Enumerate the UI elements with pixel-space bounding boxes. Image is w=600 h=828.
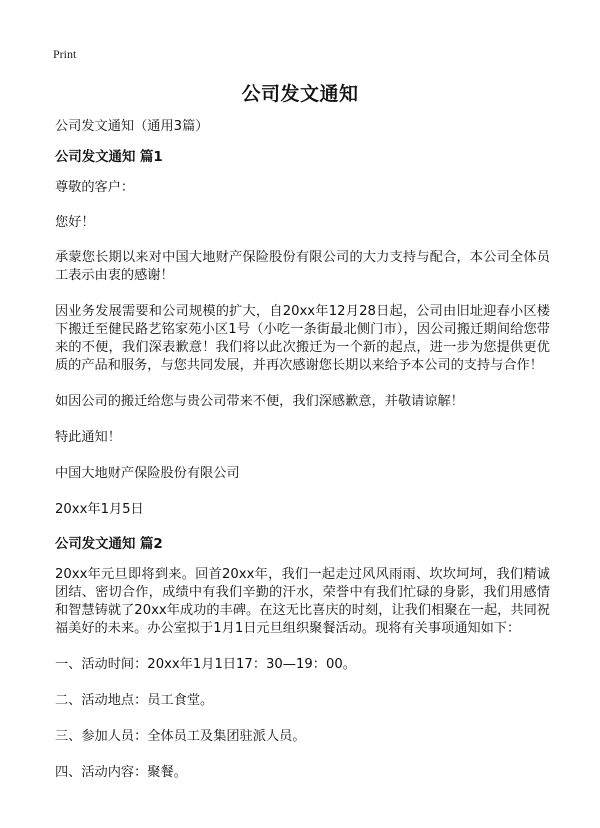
section-1-paragraph-3: 如因公司的搬迁给您与贵公司带来不便，我们深感歉意，并敬请谅解！: [55, 394, 464, 409]
section-2-item-4: 四、活动内容：聚餐。: [55, 765, 187, 780]
section-2-item-2: 二、活动地点：员工食堂。: [55, 693, 214, 708]
section-2-item-3: 三、参加人员：全体员工及集团驻派人员。: [55, 729, 306, 744]
document-subtitle: 公司发文通知（通用3篇）: [55, 119, 209, 134]
document-body: [55, 118, 550, 800]
section-1-date: 20xx年1月5日: [55, 502, 144, 517]
section-2-heading: 公司发文通知 篇2: [55, 537, 163, 552]
section-1-heading: 公司发文通知 篇1: [55, 150, 163, 165]
print-link[interactable]: Print: [53, 47, 77, 61]
section-1-paragraph-4: 特此通知！: [55, 430, 121, 445]
document-title: 公司发文通知: [241, 83, 359, 105]
section-1-signature: 中国大地财产保险股份有限公司: [55, 466, 240, 481]
section-1-greeting: 尊敬的客户：: [55, 180, 135, 195]
section-2-item-1: 一、活动时间：20xx年1月1日17：30—19：00。: [55, 657, 356, 672]
section-1-hello: 您好！: [55, 215, 95, 230]
section-2-paragraph-1: 20xx年元旦即将到来。回首20xx年，我们一起走过风风雨雨、坎坎坷坷，我们精诚团结、密切合作，成绩中有我们辛勤的汗水，荣誉中有我们忙碌的身影，我们用感情和智慧铸就了20xx年成功的丰碑。在这无比喜庆的时刻，让我们相聚在一起，共同祝福美好的未来。办公室拟于1月1日元旦组织聚餐活动。现将有关事项通知如下：: [55, 567, 550, 636]
section-1-paragraph-1: 承蒙您长期以来对中国大地财产保险股份有限公司的大力支持与配合，本公司全体员工表示由衷的感谢！: [55, 250, 550, 283]
section-1-paragraph-2: 因业务发展需要和公司规模的扩大，自20xx年12月28日起，公司由旧址迎春小区楼下搬迁至健民路艺铭家苑小区1号（小吃一条街最北侧门市），因公司搬迁期间给您带来的不便，我们深表歉意！我们将以此次搬迁为一个新的起点，进一步为您提供更优质的产品和服务，与您共同发展，并再次感谢您长期以来给予本公司的支持与合作！: [55, 304, 550, 373]
